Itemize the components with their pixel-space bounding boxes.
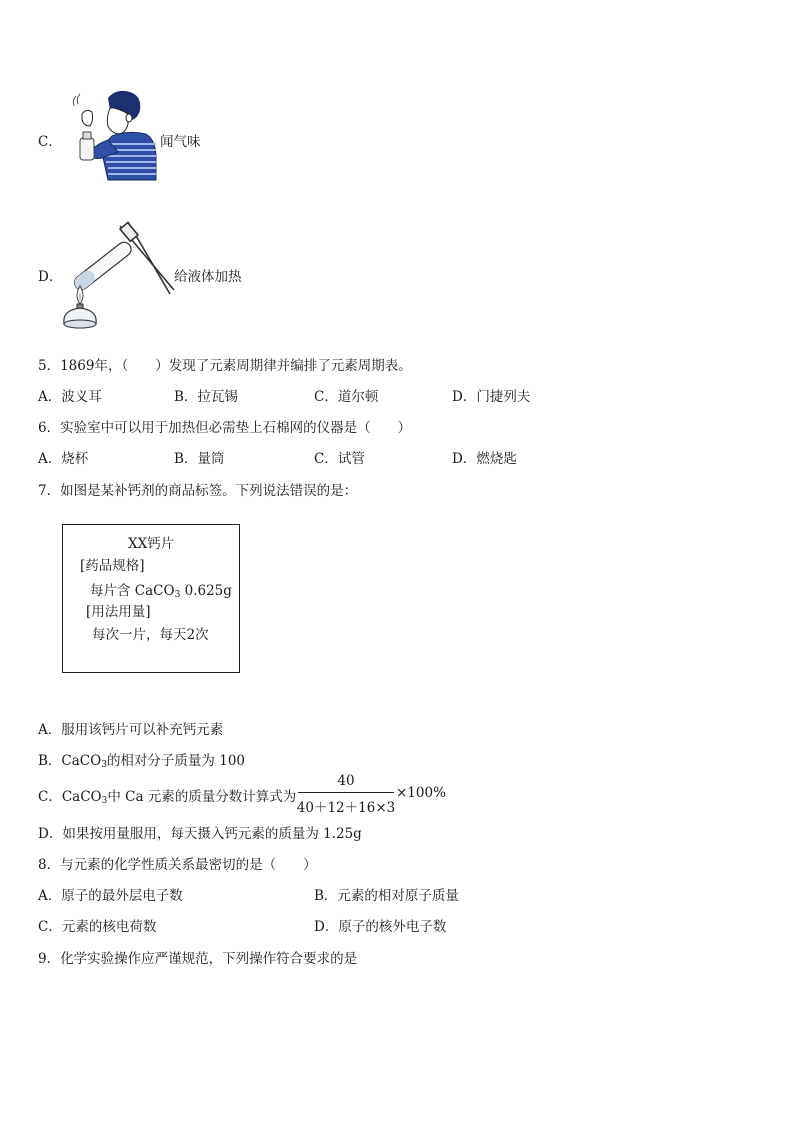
option-d-caption: 给液体加热 bbox=[174, 269, 242, 285]
q5-option-b: B．拉瓦锡 bbox=[174, 389, 238, 405]
q6-option-d: D．燃烧匙 bbox=[452, 451, 517, 467]
q6-stem: 6．实验室中可以用于加热但必需垫上石棉网的仪器是（ ） bbox=[38, 420, 412, 436]
option-d-letter: D． bbox=[38, 269, 63, 285]
option-c-letter: C． bbox=[38, 134, 62, 150]
q5-option-c: C．道尔顿 bbox=[314, 389, 379, 405]
q8-option-d: D．原子的核外电子数 bbox=[314, 919, 447, 935]
q5-option-a: A．波义耳 bbox=[38, 389, 102, 405]
q8-option-c: C．元素的核电荷数 bbox=[38, 919, 157, 935]
q5-stem: 5．1869年，（ ）发现了元素周期律并编排了元素周期表。 bbox=[38, 358, 412, 374]
q5-option-d: D．门捷列夫 bbox=[452, 389, 531, 405]
q7-option-a: A．服用该钙片可以补充钙元素 bbox=[38, 722, 224, 738]
fraction-denominator: 40＋12＋16×3 bbox=[296, 800, 396, 816]
q8-option-a: A．原子的最外层电子数 bbox=[38, 888, 183, 904]
fraction-numerator: 40 bbox=[337, 773, 355, 789]
q6-option-a: A．烧杯 bbox=[38, 451, 89, 467]
alcohol-lamp-heating-test-tube-illustration bbox=[58, 216, 178, 334]
person-smelling-bottle-illustration bbox=[68, 88, 160, 182]
product-label-spec-header: [药品规格] bbox=[80, 558, 145, 574]
option-c-caption: 闻气味 bbox=[160, 134, 201, 150]
q9-stem: 9．化学实验操作应严谨规范，下列操作符合要求的是 bbox=[38, 951, 358, 967]
q7-option-c: C．CaCO$_3$中 Ca 元素的质量分数计算式为 bbox=[38, 789, 297, 806]
q7-stem: 7．如图是某补钙剂的商品标签。下列说法错误的是： bbox=[38, 483, 358, 499]
fraction-bar bbox=[298, 792, 394, 793]
product-label-usage: 每次一片，每天2次 bbox=[92, 627, 209, 643]
product-label-title: XX钙片 bbox=[128, 536, 175, 552]
q6-option-b: B．量筒 bbox=[174, 451, 225, 467]
fraction-tail: ×100% bbox=[396, 785, 446, 801]
q6-option-c: C．试管 bbox=[314, 451, 365, 467]
product-label-spec: 每片含 CaCO$_3$ 0.625g bbox=[90, 583, 232, 600]
q7-option-b: B．CaCO$_3$的相对分子质量为 100 bbox=[38, 753, 245, 770]
q7-option-d: D．如果按用量服用，每天摄入钙元素的质量为 1.25g bbox=[38, 826, 362, 842]
q8-option-b: B．元素的相对原子质量 bbox=[314, 888, 459, 904]
product-label-usage-header: [用法用量] bbox=[86, 604, 151, 620]
q8-stem: 8．与元素的化学性质关系最密切的是（ ） bbox=[38, 857, 317, 873]
